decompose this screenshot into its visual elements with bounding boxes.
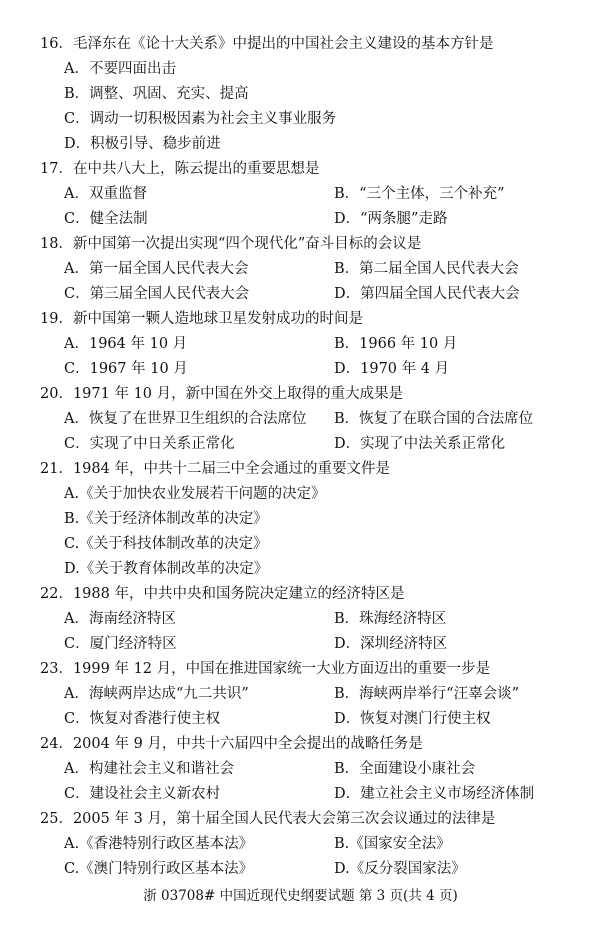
answer-option: D．积极引导、稳步前进 <box>64 136 221 152</box>
question-stem: 20．1971 年 10 月，新中国在外交上取得的重大成果是 <box>40 386 404 402</box>
question-text: 1988 年，中共中央和国务院决定建立的经济特区是 <box>72 586 405 602</box>
answer-option: D．第四届全国人民代表大会 <box>334 286 520 302</box>
answer-option: A．构建社会主义和谐社会 <box>64 761 234 777</box>
answer-option: B．珠海经济特区 <box>334 611 447 627</box>
question-stem: 21．1984 年，中共十二届三中全会通过的重要文件是 <box>40 461 390 477</box>
answer-option: D.《关于教育体制改革的决定》 <box>64 561 269 577</box>
question-stem: 23．1999 年 12 月，中国在推进国家统一大业方面迈出的重要一步是 <box>40 661 491 677</box>
question-number: 18 <box>40 236 59 252</box>
answer-option: B．第二届全国人民代表大会 <box>334 261 519 277</box>
answer-option: A．海南经济特区 <box>64 611 176 627</box>
answer-option: C．第三届全国人民代表大会 <box>64 286 250 302</box>
answer-option: D．实现了中法关系正常化 <box>334 436 506 452</box>
answer-option: C.《关于科技体制改革的决定》 <box>64 536 268 552</box>
page-footer: 浙 03708# 中国近现代史纲要试题 第 3 页(共 4 页) <box>143 888 458 904</box>
answer-option: A．恢复了在世界卫生组织的合法席位 <box>64 411 307 427</box>
answer-option: A.《香港特别行政区基本法》 <box>64 836 254 852</box>
answer-option: B.《国家安全法》 <box>334 836 451 852</box>
question-stem: 16．毛泽东在《论十大关系》中提出的中国社会主义建设的基本方针是 <box>40 36 494 52</box>
question-stem: 19．新中国第一颗人造地球卫星发射成功的时间是 <box>40 311 363 327</box>
question-text: 在中共八大上，陈云提出的重要思想是 <box>72 161 320 177</box>
answer-option: C．建设社会主义新农村 <box>64 786 221 802</box>
question-number: 24 <box>40 736 59 752</box>
answer-option: D．深圳经济特区 <box>334 636 448 652</box>
answer-option: D．建立社会主义市场经济体制 <box>334 786 535 802</box>
question-text: 新中国第一次提出实现“四个现代化”奋斗目标的会议是 <box>72 236 422 252</box>
answer-option: C．厦门经济特区 <box>64 636 177 652</box>
answer-option: D．1970 年 4 月 <box>334 361 450 377</box>
question-text: 2004 年 9 月，中共十六届四中全会提出的战略任务是 <box>72 736 423 752</box>
answer-option: C．健全法制 <box>64 211 148 227</box>
answer-option: B．海峡两岸举行“汪辜会谈” <box>334 686 519 702</box>
answer-option: C．调动一切积极因素为社会主义事业服务 <box>64 111 337 127</box>
answer-option: A．不要四面出击 <box>64 61 176 77</box>
answer-option: D.《反分裂国家法》 <box>334 861 466 877</box>
answer-option: B．“三个主体，三个补充” <box>334 186 505 202</box>
question-number: 20 <box>40 386 59 402</box>
answer-option: D．恢复对澳门行使主权 <box>334 711 491 727</box>
answer-option: A．双重监督 <box>64 186 147 202</box>
question-text: 毛泽东在《论十大关系》中提出的中国社会主义建设的基本方针是 <box>72 36 494 52</box>
answer-option: C．实现了中日关系正常化 <box>64 436 235 452</box>
question-number: 16 <box>40 36 59 52</box>
question-number: 25 <box>40 811 59 827</box>
answer-option: B．1966 年 10 月 <box>334 336 458 352</box>
answer-option: B．调整、巩固、充实、提高 <box>64 86 249 102</box>
answer-option: A．1964 年 10 月 <box>64 336 188 352</box>
answer-option: D．“两条腿”走路 <box>334 211 448 227</box>
answer-option: C.《澳门特别行政区基本法》 <box>64 861 254 877</box>
answer-option: A．海峡两岸达成“九二共识” <box>64 686 249 702</box>
question-stem: 17．在中共八大上，陈云提出的重要思想是 <box>40 161 320 177</box>
question-stem: 18．新中国第一次提出实现“四个现代化”奋斗目标的会议是 <box>40 236 422 252</box>
question-number: 22 <box>40 586 59 602</box>
question-text: 1999 年 12 月，中国在推进国家统一大业方面迈出的重要一步是 <box>72 661 491 677</box>
question-text: 1984 年，中共十二届三中全会通过的重要文件是 <box>72 461 390 477</box>
question-stem: 24．2004 年 9 月，中共十六届四中全会提出的战略任务是 <box>40 736 423 752</box>
answer-option: A.《关于加快农业发展若干问题的决定》 <box>64 486 326 502</box>
answer-option: C．恢复对香港行使主权 <box>64 711 221 727</box>
question-text: 2005 年 3 月，第十届全国人民代表大会第三次会议通过的法律是 <box>72 811 496 827</box>
answer-option: A．第一届全国人民代表大会 <box>64 261 249 277</box>
question-text: 1971 年 10 月，新中国在外交上取得的重大成果是 <box>72 386 404 402</box>
question-number: 23 <box>40 661 59 677</box>
answer-option: B.《关于经济体制改革的决定》 <box>64 511 268 527</box>
question-number: 19 <box>40 311 59 327</box>
question-text: 新中国第一颗人造地球卫星发射成功的时间是 <box>72 311 363 327</box>
question-number: 21 <box>40 461 59 477</box>
question-stem: 22．1988 年，中共中央和国务院决定建立的经济特区是 <box>40 586 405 602</box>
question-stem: 25．2005 年 3 月，第十届全国人民代表大会第三次会议通过的法律是 <box>40 811 496 827</box>
answer-option: C．1967 年 10 月 <box>64 361 188 377</box>
answer-option: B．恢复了在联合国的合法席位 <box>334 411 534 427</box>
question-number: 17 <box>40 161 59 177</box>
answer-option: B．全面建设小康社会 <box>334 761 476 777</box>
